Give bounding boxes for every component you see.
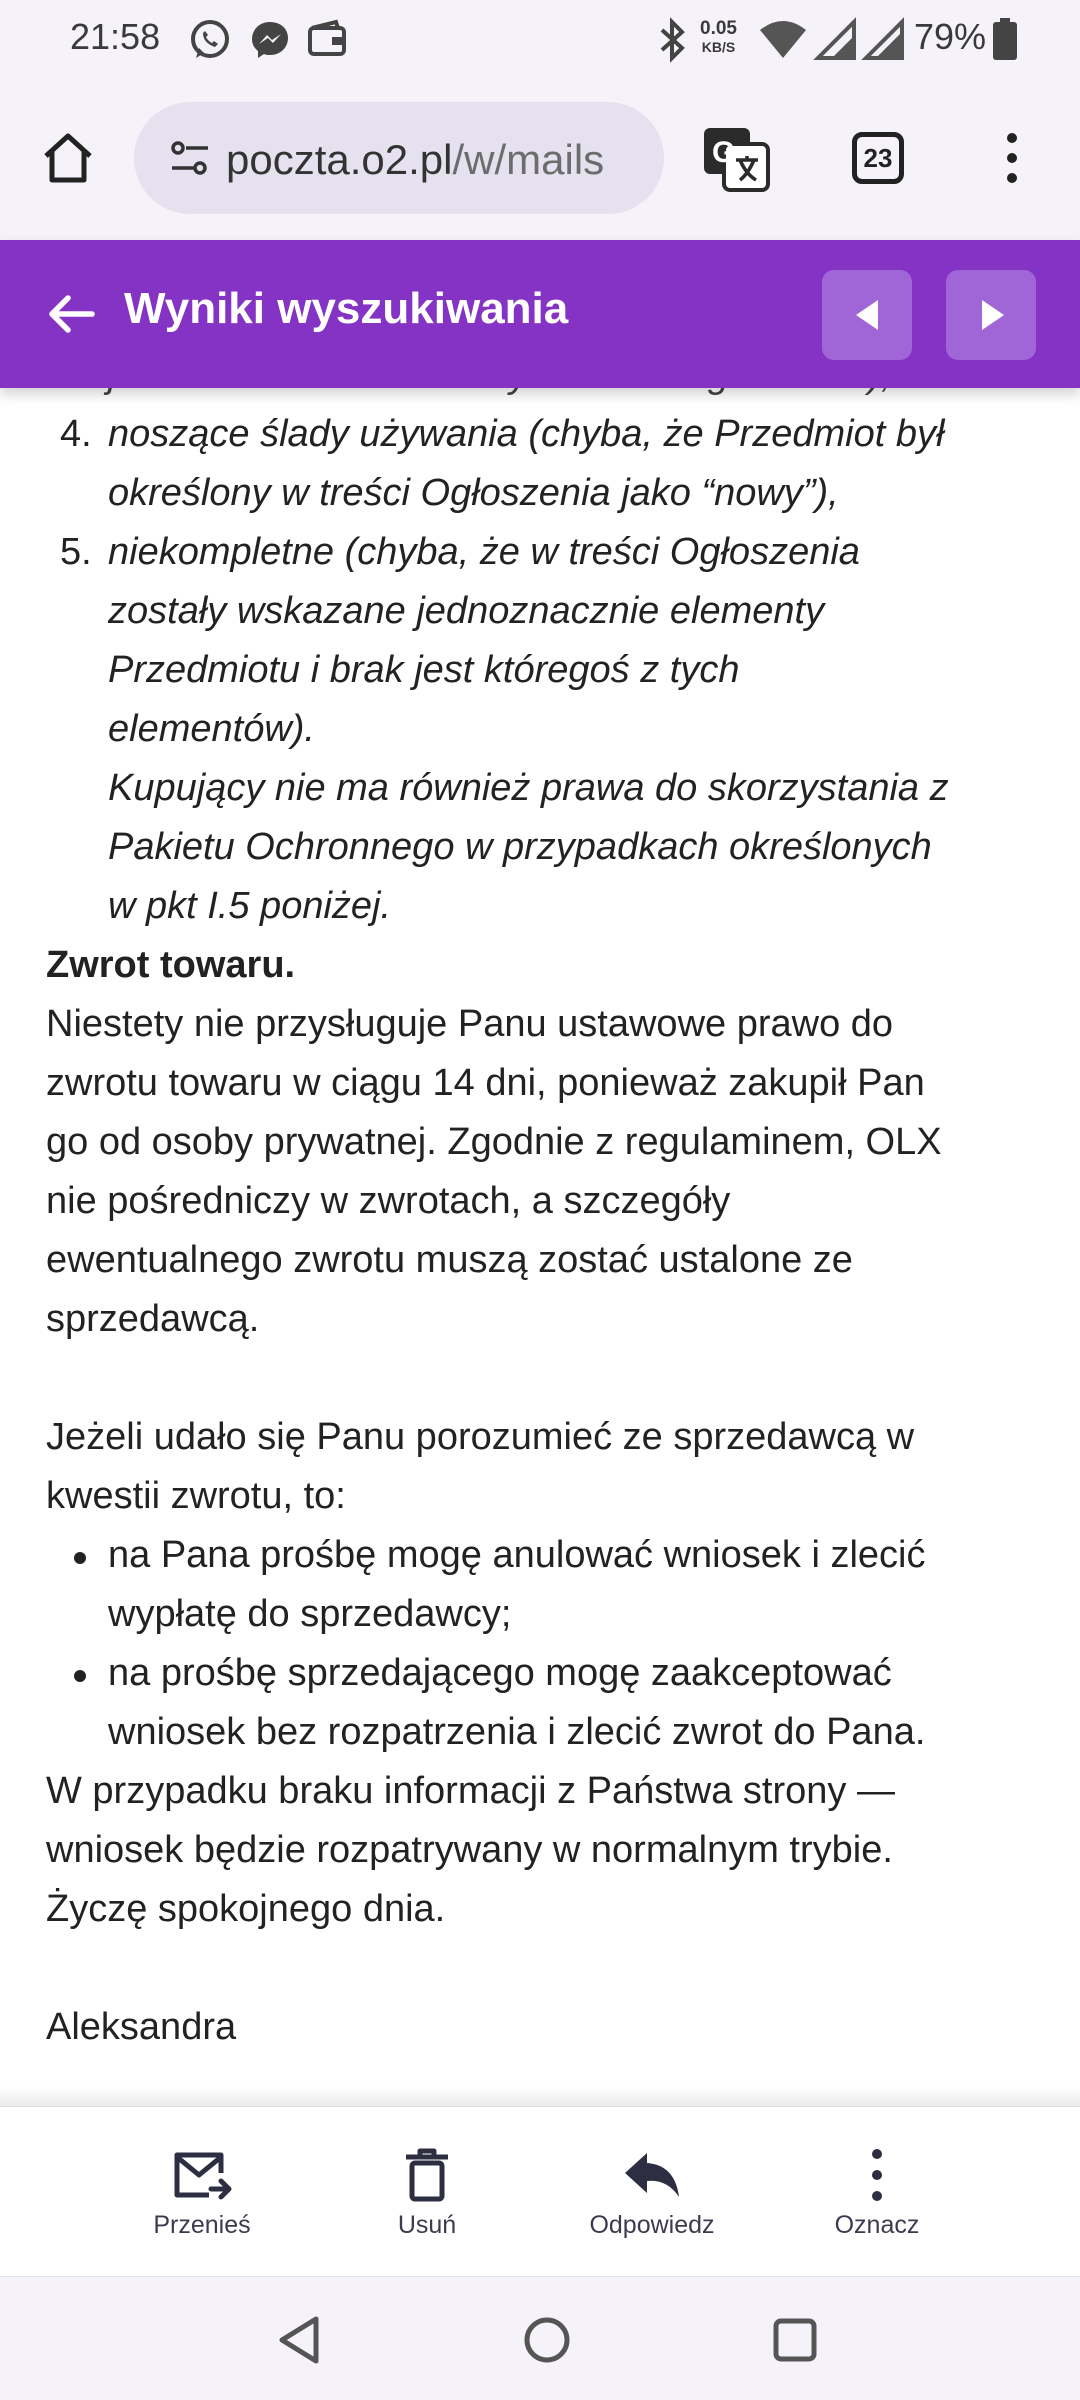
page-title: Wyniki wyszukiwania (124, 284, 569, 333)
nav-recents-icon[interactable] (770, 2315, 820, 2365)
numbered-list-item: 5. niekompletne (chyba, że w treści Ogłoszenia zostały wskazane jednoznacznie elementy Przedmiotu i brak jest któregoś z tych elementów). Kupujący nie ma również prawa do skorzystania z Pakietu Ochronnego w przypadkach określonych w pkt I.5 poniżej. (60, 531, 949, 927)
email-body[interactable] (0, 388, 1080, 2106)
delete-button[interactable]: Usuń (337, 2147, 517, 2240)
status-time: 21:58 (70, 16, 161, 57)
nav-back-icon[interactable] (276, 2315, 322, 2365)
signature: Aleksandra (46, 2006, 237, 2048)
status-bar (0, 0, 1080, 80)
battery-icon (990, 18, 1020, 62)
bullet-list-item: na Pana prośbę mogę anulować wniosek i zlecić wypłatę do sprzedawcy; (46, 1526, 1046, 1644)
move-button[interactable]: Przenieś (112, 2147, 292, 2240)
triangle-right-icon (978, 298, 1008, 332)
address-bar[interactable] (134, 102, 664, 214)
closing-line: Życzę spokojnego dnia. (46, 1888, 446, 1930)
browser-toolbar (0, 80, 1080, 240)
wallet-icon (306, 18, 350, 62)
whatsapp-icon (188, 18, 232, 62)
move-mail-icon (171, 2147, 233, 2203)
mark-button[interactable]: Oznacz (787, 2147, 967, 2240)
back-arrow-icon[interactable] (46, 290, 96, 338)
system-navigation-bar (0, 2276, 1080, 2400)
section-heading: Zwrot towaru. (46, 944, 296, 986)
triangle-left-icon (852, 298, 882, 332)
next-message-button[interactable] (946, 270, 1036, 360)
url-text: poczta.o2.pl/w/mails (226, 136, 605, 183)
translate-icon[interactable] (702, 126, 770, 192)
paragraph: Jeżeli udało się Panu porozumieć ze sprzedawcą w kwestii zwrotu, to: (46, 1416, 915, 1517)
reply-icon (621, 2147, 683, 2203)
battery-percent: 79% (914, 16, 987, 57)
numbered-list-item: 4. noszące ślady używania (chyba, że Przedmiot był określony w treści Ogłoszenia jako “nowy”), (60, 413, 945, 514)
reply-button[interactable]: Odpowiedz (562, 2147, 742, 2240)
bluetooth-icon (656, 18, 690, 62)
tab-switcher-button[interactable]: 23 (852, 132, 904, 184)
net-speed: 0.05 KB/S (700, 18, 737, 55)
nav-home-icon[interactable] (522, 2315, 572, 2365)
more-vertical-icon (862, 2147, 892, 2203)
browser-menu-icon[interactable] (994, 130, 1030, 186)
search-results-header (0, 240, 1080, 388)
site-settings-icon[interactable] (170, 138, 210, 178)
bullet-list-item: na prośbę sprzedającego mogę zaakceptować wniosek bez rozpatrzenia i zlecić zwrot do Pana. (46, 1644, 1046, 1762)
signal-icon (814, 18, 858, 62)
messenger-icon (248, 18, 292, 62)
previous-message-button[interactable] (822, 270, 912, 360)
trash-icon (402, 2147, 452, 2203)
wifi-icon (758, 18, 808, 62)
message-action-bar (0, 2106, 1080, 2276)
paragraph: W przypadku braku informacji z Państwa strony — wniosek będzie rozpatrywany w normalnym trybie. (46, 1770, 895, 1871)
signal-icon-2 (862, 18, 906, 62)
paragraph: Niestety nie przysługuje Panu ustawowe prawo do zwrotu towaru w ciągu 14 dni, ponieważ zakupił Pan go od osoby prywatnej. Zgodnie z regulaminem, OLX nie pośredniczy w zwrotach, a szczegóły ewentualnego zwrotu muszą zostać ustalone ze sprzedawcą. (46, 1003, 942, 1340)
svg-text:G: G (712, 136, 736, 169)
home-icon[interactable] (40, 130, 96, 186)
